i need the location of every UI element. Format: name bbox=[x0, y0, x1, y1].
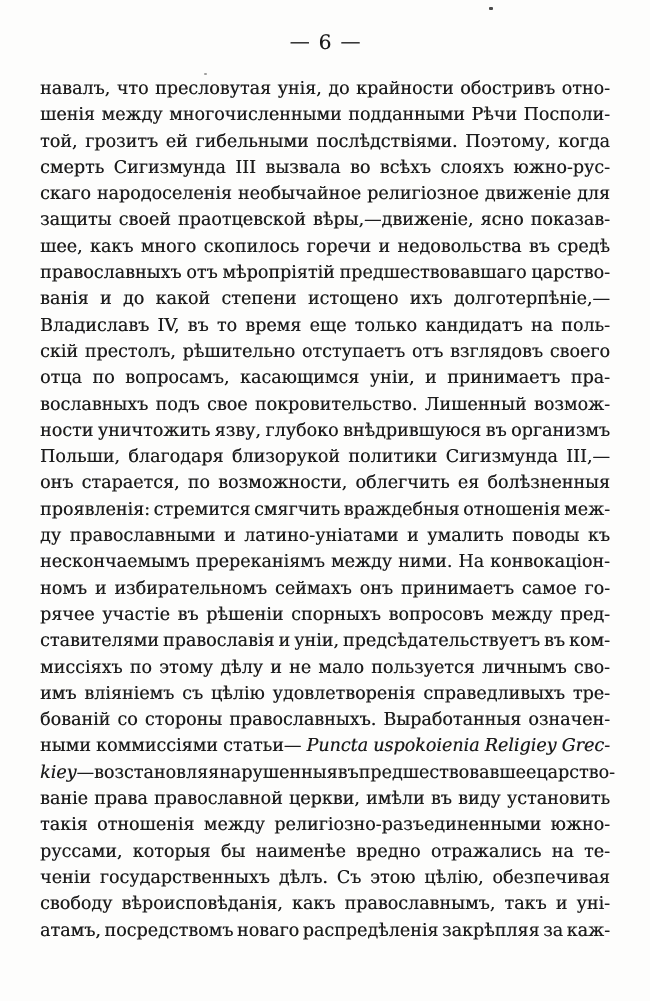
word: бованій bbox=[40, 710, 111, 731]
text-line bbox=[40, 76, 610, 102]
word: коммиссіями bbox=[96, 736, 218, 757]
text-line bbox=[40, 470, 610, 496]
word: еще bbox=[309, 315, 347, 336]
text-line bbox=[40, 339, 610, 365]
word: III,— bbox=[566, 447, 610, 468]
word: какой bbox=[155, 289, 211, 310]
word: онъ bbox=[359, 578, 393, 599]
word: подданными bbox=[348, 105, 465, 126]
word: руссами, bbox=[40, 841, 123, 862]
word: вопросовъ bbox=[388, 604, 484, 625]
text-line bbox=[40, 418, 610, 444]
word: и bbox=[278, 631, 291, 652]
page-header bbox=[40, 30, 610, 54]
word: вредно bbox=[356, 841, 421, 862]
word: православными bbox=[69, 526, 216, 547]
text-line bbox=[40, 260, 610, 286]
word: для bbox=[577, 184, 610, 205]
word: Grec- bbox=[561, 736, 610, 757]
word: степени bbox=[221, 289, 297, 310]
word: подъ bbox=[155, 394, 200, 415]
word: организмъ bbox=[511, 420, 610, 441]
word: наименѣе bbox=[255, 841, 346, 862]
word: Выработанныя bbox=[383, 710, 522, 731]
word: Поэтому, bbox=[465, 131, 551, 152]
text-line bbox=[40, 286, 610, 312]
word: Владиславъ bbox=[40, 315, 150, 336]
word: православія bbox=[162, 631, 275, 652]
word: многочисленными bbox=[169, 105, 342, 126]
word: между bbox=[203, 815, 265, 836]
word: скопилось bbox=[203, 236, 300, 257]
word: и bbox=[99, 289, 112, 310]
word: самое bbox=[521, 578, 577, 599]
word: когда bbox=[558, 131, 610, 152]
word: нарушенныя bbox=[219, 762, 338, 783]
word: распредѣленія bbox=[302, 920, 439, 941]
word: ставителями bbox=[40, 631, 159, 652]
word: каж- bbox=[566, 920, 610, 941]
word: какъ bbox=[89, 236, 134, 257]
word: той, bbox=[40, 131, 78, 152]
word: царство- bbox=[536, 762, 615, 783]
word: цѣлію bbox=[210, 683, 265, 704]
text-line bbox=[40, 444, 610, 470]
body-text bbox=[40, 76, 615, 944]
word: въ bbox=[177, 604, 199, 625]
word: на bbox=[530, 315, 553, 336]
word: со bbox=[117, 710, 138, 731]
word: конвокаціон- bbox=[490, 552, 610, 573]
text-line bbox=[40, 234, 610, 260]
text-line bbox=[40, 155, 610, 181]
word: своей bbox=[118, 210, 171, 231]
word: необычайное bbox=[237, 184, 362, 205]
word: стороны bbox=[144, 710, 223, 731]
word: старается, bbox=[81, 473, 180, 494]
word: и bbox=[424, 368, 437, 389]
word: недовольства bbox=[397, 236, 522, 257]
word: ности bbox=[40, 420, 94, 441]
word: вѣроисповѣданія, bbox=[121, 894, 283, 915]
word: отъ bbox=[186, 263, 218, 284]
text-line bbox=[40, 365, 610, 391]
word: религіозное bbox=[367, 184, 479, 205]
word: Лишенный bbox=[424, 394, 527, 415]
word: крайности bbox=[356, 79, 454, 99]
word: праотцевской bbox=[177, 210, 306, 231]
word: ченіи bbox=[40, 867, 91, 888]
word: до bbox=[328, 79, 350, 99]
word: удовлетворенія bbox=[272, 683, 416, 704]
word: избирательномъ bbox=[114, 578, 268, 599]
word: На bbox=[458, 552, 485, 573]
word: личнымъ bbox=[481, 657, 567, 678]
word: вызвала bbox=[265, 157, 341, 178]
word: своего bbox=[549, 341, 610, 362]
word: имъ bbox=[40, 683, 77, 704]
word: и bbox=[406, 526, 419, 547]
word: свое bbox=[206, 394, 248, 415]
word: этому bbox=[159, 657, 214, 678]
word: ком- bbox=[568, 631, 610, 652]
word: враждебныя bbox=[343, 499, 460, 520]
header-left-dash: — bbox=[289, 29, 310, 53]
word: только bbox=[354, 315, 417, 336]
word: скій bbox=[40, 341, 78, 362]
word: ванія bbox=[40, 289, 89, 310]
word: истощено bbox=[307, 289, 399, 310]
word: и bbox=[223, 526, 236, 547]
text-line bbox=[40, 602, 610, 628]
word: по bbox=[92, 368, 115, 389]
word: язву, bbox=[214, 420, 261, 441]
word: Сигизмунда bbox=[445, 447, 558, 468]
word: между bbox=[491, 604, 553, 625]
word: uspokoienia bbox=[373, 736, 480, 757]
word: поль- bbox=[561, 315, 610, 336]
word: обостривъ bbox=[460, 79, 556, 99]
word: такъ bbox=[504, 894, 547, 915]
text-line bbox=[40, 865, 610, 891]
scan-speck bbox=[489, 7, 493, 10]
word: дѣлъ. bbox=[278, 867, 328, 888]
text-line bbox=[40, 549, 610, 575]
word: православнымъ, bbox=[344, 894, 496, 915]
word: гибельными bbox=[195, 131, 309, 152]
word: ей bbox=[165, 131, 188, 152]
word: новаго bbox=[236, 920, 300, 941]
word: Съ bbox=[336, 867, 362, 888]
word: горечи bbox=[306, 236, 371, 257]
word: спорныхъ bbox=[291, 604, 381, 625]
word: возможности, bbox=[218, 473, 348, 494]
word: уничтожить bbox=[97, 420, 211, 441]
word: въ bbox=[485, 420, 507, 441]
word: те- bbox=[584, 841, 610, 862]
header-right-dash: — bbox=[340, 29, 361, 53]
word: ду bbox=[40, 526, 62, 547]
word: касающимся bbox=[239, 368, 360, 389]
page-number: 6 bbox=[318, 30, 332, 54]
word: ясно bbox=[480, 210, 524, 231]
word: мало bbox=[318, 657, 364, 678]
word: православныхъ bbox=[40, 263, 182, 284]
word: сеймахъ bbox=[274, 578, 352, 599]
text-line bbox=[40, 313, 610, 339]
word: время bbox=[245, 315, 302, 336]
word: церкви, bbox=[288, 789, 360, 810]
word: православной bbox=[153, 789, 283, 810]
word: облегчить bbox=[355, 473, 450, 494]
text-line bbox=[40, 497, 610, 523]
word: означен- bbox=[528, 710, 610, 731]
word: народоселенія bbox=[96, 184, 232, 205]
word: покровительство. bbox=[254, 394, 418, 415]
word: и bbox=[555, 894, 568, 915]
word: смерть bbox=[40, 157, 105, 178]
word: отъ bbox=[411, 341, 444, 362]
word: и bbox=[270, 657, 282, 678]
word: глубоко bbox=[265, 420, 339, 441]
word: IV, bbox=[157, 315, 180, 336]
text-line bbox=[40, 891, 610, 917]
word: тре- bbox=[572, 683, 610, 704]
word: проявленія: bbox=[40, 499, 150, 520]
word: обезпечивая bbox=[492, 867, 610, 888]
word: вопросамъ, bbox=[125, 368, 230, 389]
word: имѣли bbox=[365, 789, 425, 810]
word: внѣдрившуюся bbox=[342, 420, 482, 441]
word: виду bbox=[458, 789, 501, 810]
word: стремится bbox=[153, 499, 251, 520]
word: латино-уніатами bbox=[244, 526, 399, 547]
word: ными bbox=[40, 736, 91, 757]
word: шее, bbox=[40, 236, 83, 257]
word: отно- bbox=[561, 79, 610, 99]
word: благодаря bbox=[128, 447, 224, 468]
word: ея bbox=[457, 473, 480, 494]
word: государственныхъ bbox=[99, 867, 270, 888]
word: послѣдствіями. bbox=[316, 131, 458, 152]
word: уні- bbox=[576, 894, 610, 915]
word: пред- bbox=[560, 604, 610, 625]
word: шенія bbox=[40, 105, 95, 126]
text-line bbox=[40, 628, 610, 654]
word: въ bbox=[543, 631, 565, 652]
word: умалить bbox=[427, 526, 504, 547]
word: показав- bbox=[530, 210, 610, 231]
word: смягчить bbox=[253, 499, 341, 520]
word: участіе bbox=[102, 604, 170, 625]
word: южно- bbox=[550, 815, 610, 836]
word: kiey bbox=[40, 762, 77, 783]
word: ихъ bbox=[409, 289, 443, 310]
word: закрѣпляя bbox=[441, 920, 540, 941]
word: нескончаемымъ bbox=[40, 552, 190, 573]
word: этою bbox=[370, 867, 416, 888]
word: возмож- bbox=[533, 394, 610, 415]
word: средѣ bbox=[557, 236, 610, 257]
word: престолъ, bbox=[84, 341, 176, 362]
word: мѣропріятій bbox=[222, 263, 335, 284]
word: долготерпѣніе,— bbox=[453, 289, 610, 310]
word: и bbox=[94, 578, 107, 599]
word: го- bbox=[584, 578, 610, 599]
word: грозитъ bbox=[85, 131, 159, 152]
word: рѣшительно bbox=[182, 341, 296, 362]
word: статьи— bbox=[223, 736, 302, 757]
word: на bbox=[551, 841, 574, 862]
word: III bbox=[235, 157, 256, 178]
text-line bbox=[40, 129, 610, 155]
text-line bbox=[40, 102, 610, 128]
text-line bbox=[40, 392, 610, 418]
word: унія, bbox=[277, 79, 322, 99]
word: въ bbox=[187, 315, 209, 336]
word: уніи, bbox=[294, 631, 339, 652]
word: принимаетъ bbox=[447, 368, 561, 389]
word: установить bbox=[506, 789, 610, 810]
text-line bbox=[40, 918, 610, 944]
word: свободу bbox=[40, 894, 113, 915]
word: пользуется bbox=[371, 657, 475, 678]
word: отражались bbox=[430, 841, 542, 862]
word: вліяніемъ bbox=[84, 683, 175, 704]
word: рѣшеніи bbox=[206, 604, 284, 625]
word: по bbox=[187, 473, 210, 494]
word: болѣзненныя bbox=[487, 473, 610, 494]
text-line-mixed bbox=[40, 733, 610, 759]
word: бы bbox=[220, 841, 246, 862]
text-line bbox=[40, 812, 610, 838]
word: отступаетъ bbox=[301, 341, 406, 362]
word: Сигизмунда bbox=[113, 157, 226, 178]
word: принимаетъ bbox=[400, 578, 514, 599]
word: Puncta bbox=[306, 736, 369, 757]
word: близорукой bbox=[231, 447, 340, 468]
word: такія bbox=[40, 815, 88, 836]
word: которыя bbox=[132, 841, 211, 862]
word: ними. bbox=[398, 552, 453, 573]
word: царство- bbox=[531, 263, 610, 284]
word: Посполи- bbox=[523, 105, 610, 126]
word: скаго bbox=[40, 184, 91, 205]
text-line bbox=[40, 839, 610, 865]
word: пра- bbox=[570, 368, 610, 389]
word: отца bbox=[40, 368, 82, 389]
word: отношенія bbox=[97, 815, 195, 836]
word: по bbox=[129, 657, 152, 678]
word: движеніе bbox=[484, 184, 572, 205]
word: до bbox=[122, 289, 145, 310]
word: защиты bbox=[40, 210, 112, 231]
word: много bbox=[140, 236, 197, 257]
text-line bbox=[40, 707, 610, 733]
word: къ bbox=[587, 526, 610, 547]
text-line bbox=[40, 207, 610, 233]
word: цѣлію, bbox=[424, 867, 484, 888]
word: всѣхъ bbox=[379, 157, 431, 178]
word: отношенія bbox=[463, 499, 561, 520]
word: въ bbox=[337, 762, 359, 783]
word: въ bbox=[528, 236, 550, 257]
word: кандидатъ bbox=[425, 315, 523, 336]
text-line bbox=[40, 655, 610, 681]
word: миссіяхъ bbox=[40, 657, 123, 678]
word: предшествовавшее bbox=[358, 762, 537, 783]
word: Religiey bbox=[484, 736, 557, 757]
word: номъ bbox=[40, 578, 87, 599]
word: во bbox=[349, 157, 371, 178]
word: вославныхъ bbox=[40, 394, 149, 415]
word: какъ bbox=[291, 894, 336, 915]
text-line bbox=[40, 576, 610, 602]
word: рячее bbox=[40, 604, 95, 625]
word: посредствомъ bbox=[104, 920, 234, 941]
word: пресловутая bbox=[155, 79, 272, 99]
text-line bbox=[40, 523, 610, 549]
word: ваніе bbox=[40, 789, 88, 810]
word: —возстановляя bbox=[76, 762, 220, 783]
text-line bbox=[40, 681, 610, 707]
word: поводы bbox=[512, 526, 580, 547]
word: сво- bbox=[573, 657, 610, 678]
scan-speck bbox=[204, 73, 207, 75]
word: предсѣдательствуетъ bbox=[342, 631, 540, 652]
word: права bbox=[94, 789, 148, 810]
word: взглядовъ bbox=[449, 341, 543, 362]
text-line bbox=[40, 181, 610, 207]
word: дѣлу bbox=[220, 657, 263, 678]
word: справедливыхъ bbox=[423, 683, 565, 704]
text-line bbox=[40, 786, 610, 812]
word: въ bbox=[430, 789, 452, 810]
word: навалъ, bbox=[40, 79, 111, 99]
word: съ bbox=[182, 683, 204, 704]
word: Рѣчи bbox=[471, 105, 517, 126]
word: южно-рус- bbox=[513, 157, 610, 178]
word: православныхъ. bbox=[229, 710, 377, 731]
word: что bbox=[116, 79, 149, 99]
word: вѣры,—движеніе, bbox=[312, 210, 474, 231]
word: политики bbox=[348, 447, 438, 468]
word: атамъ, bbox=[40, 920, 101, 941]
text-line-mixed bbox=[40, 760, 615, 786]
word: онъ bbox=[40, 473, 74, 494]
word: за bbox=[543, 920, 564, 941]
word: меж- bbox=[564, 499, 610, 520]
word: то bbox=[216, 315, 238, 336]
word: религіозно-разъединенными bbox=[274, 815, 542, 836]
word: уніи, bbox=[369, 368, 415, 389]
word: между bbox=[101, 105, 163, 126]
word: между bbox=[330, 552, 393, 573]
word: слояхъ bbox=[440, 157, 504, 178]
word: и bbox=[378, 236, 391, 257]
word: не bbox=[289, 657, 312, 678]
word: пререканіямъ bbox=[195, 552, 325, 573]
word: предшествовавшаго bbox=[339, 263, 527, 284]
word: Польши, bbox=[40, 447, 120, 468]
